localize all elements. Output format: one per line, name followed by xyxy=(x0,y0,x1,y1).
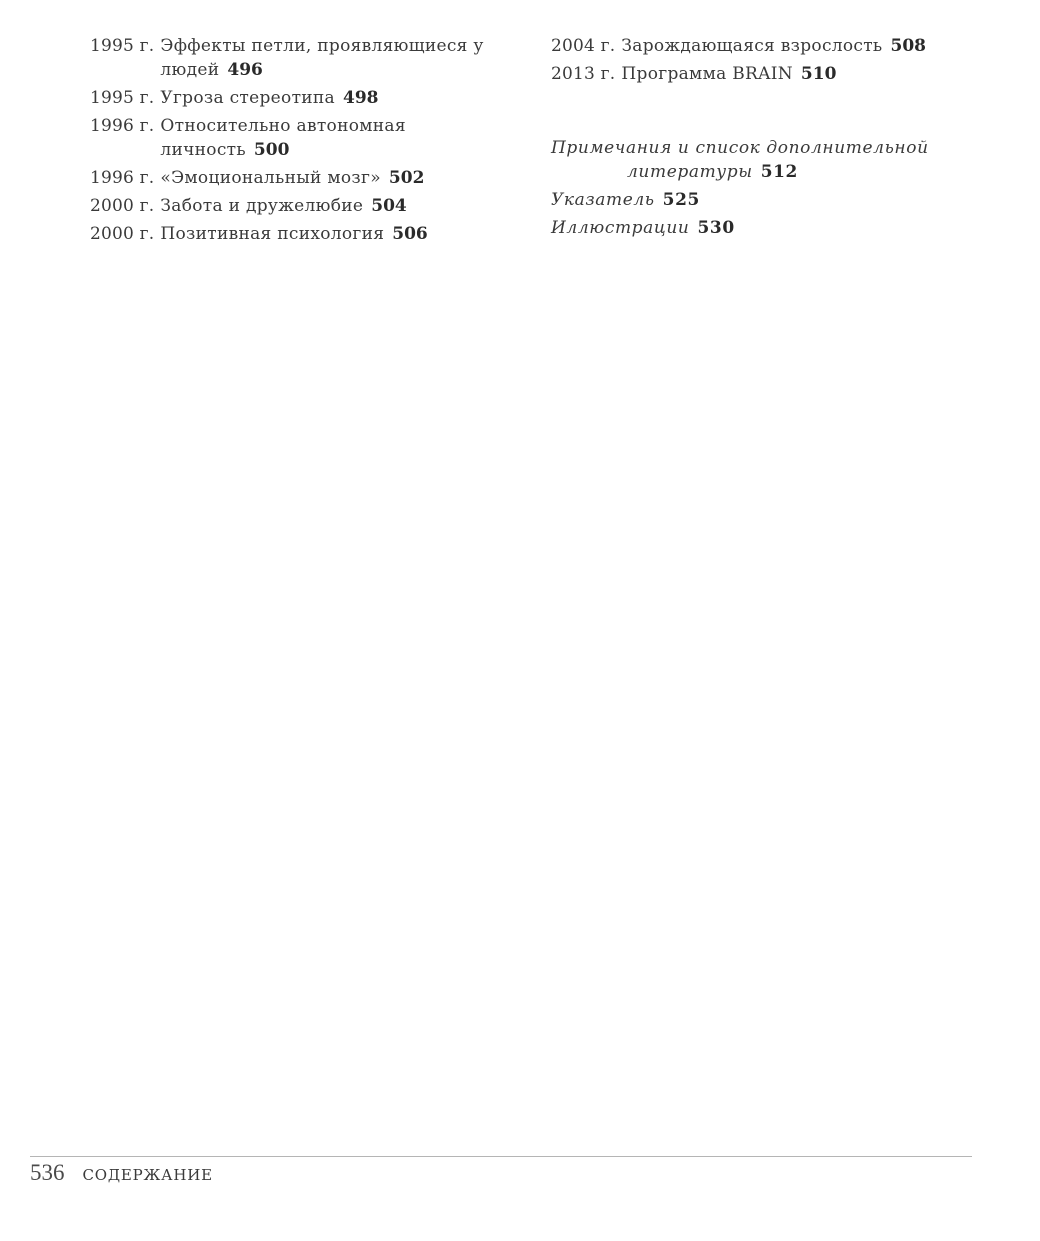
toc-entry-body xyxy=(160,222,510,246)
running-head: СОДЕРЖАНИЕ xyxy=(82,1166,213,1184)
toc-entry-page: 508 xyxy=(890,36,926,56)
toc-right-column xyxy=(551,34,971,244)
toc-entry-year: 1996 г. xyxy=(90,168,155,188)
back-matter-notes xyxy=(551,136,971,184)
toc-entry-page: 498 xyxy=(342,88,379,108)
toc-entry-title: Зарождающаяся взрослость xyxy=(621,36,883,56)
back-matter-illustrations-page: 530 xyxy=(697,218,735,238)
toc-entry-page: 500 xyxy=(253,140,290,160)
back-matter-illustrations xyxy=(551,216,971,240)
back-matter-notes-title-line2: литературы xyxy=(627,162,753,182)
toc-entry-body xyxy=(160,194,510,218)
toc-entry-page: 506 xyxy=(392,224,428,244)
back-matter-index-title: Указатель xyxy=(551,190,655,210)
toc-entry-title: Позитивная психология xyxy=(160,224,385,244)
toc-entry-year: 2013 г. xyxy=(551,64,616,84)
toc-left-column xyxy=(90,34,510,250)
page-footer xyxy=(30,1160,213,1186)
back-matter-index xyxy=(551,188,971,212)
toc-entry-body xyxy=(621,62,971,86)
toc-entry-body xyxy=(160,86,510,110)
toc-entry xyxy=(551,34,971,58)
toc-entry-year: 2000 г. xyxy=(90,196,155,216)
back-matter-notes-line2-wrap xyxy=(551,160,971,184)
toc-entry-body xyxy=(160,34,510,82)
toc-entry-body xyxy=(160,166,510,190)
toc-entry-page: 496 xyxy=(227,60,263,80)
page-number: 536 xyxy=(30,1160,65,1185)
toc-entry-title: Относительно автономная личность xyxy=(160,116,406,160)
toc-entry-year: 1995 г. xyxy=(90,36,155,56)
toc-entry xyxy=(551,62,971,86)
toc-entry-body xyxy=(621,34,971,58)
back-matter-notes-title-line1: Примечания и список дополнительной xyxy=(551,138,929,158)
toc-entry xyxy=(90,222,510,246)
toc-entry-title: Угроза стереотипа xyxy=(160,88,335,108)
toc-entry-year: 2004 г. xyxy=(551,36,616,56)
toc-entry xyxy=(90,114,510,162)
toc-entry-body xyxy=(160,114,510,162)
back-matter-list xyxy=(551,136,971,240)
back-matter-notes-page: 512 xyxy=(760,162,798,182)
toc-entry-year: 2000 г. xyxy=(90,224,155,244)
toc-entry xyxy=(90,86,510,110)
toc-entry xyxy=(90,166,510,190)
toc-entry-title: Забота и дружелюбие xyxy=(160,196,364,216)
back-matter-index-page: 525 xyxy=(662,190,700,210)
toc-entry-year: 1995 г. xyxy=(90,88,155,108)
toc-entry-title: Программа BRAIN xyxy=(621,64,793,84)
toc-entry-title: «Эмоциональный мозг» xyxy=(160,168,381,188)
toc-entry-title: Эффекты петли, проявляющиеся у людей xyxy=(160,36,484,80)
toc-entry-page: 510 xyxy=(800,64,837,84)
toc-entry-page: 504 xyxy=(371,196,407,216)
toc-entry xyxy=(90,34,510,82)
toc-entry-page: 502 xyxy=(388,168,425,188)
footer-rule xyxy=(30,1156,972,1157)
back-matter-illustrations-title: Иллюстрации xyxy=(551,218,690,238)
toc-entry xyxy=(90,194,510,218)
toc-entry-year: 1996 г. xyxy=(90,116,155,136)
